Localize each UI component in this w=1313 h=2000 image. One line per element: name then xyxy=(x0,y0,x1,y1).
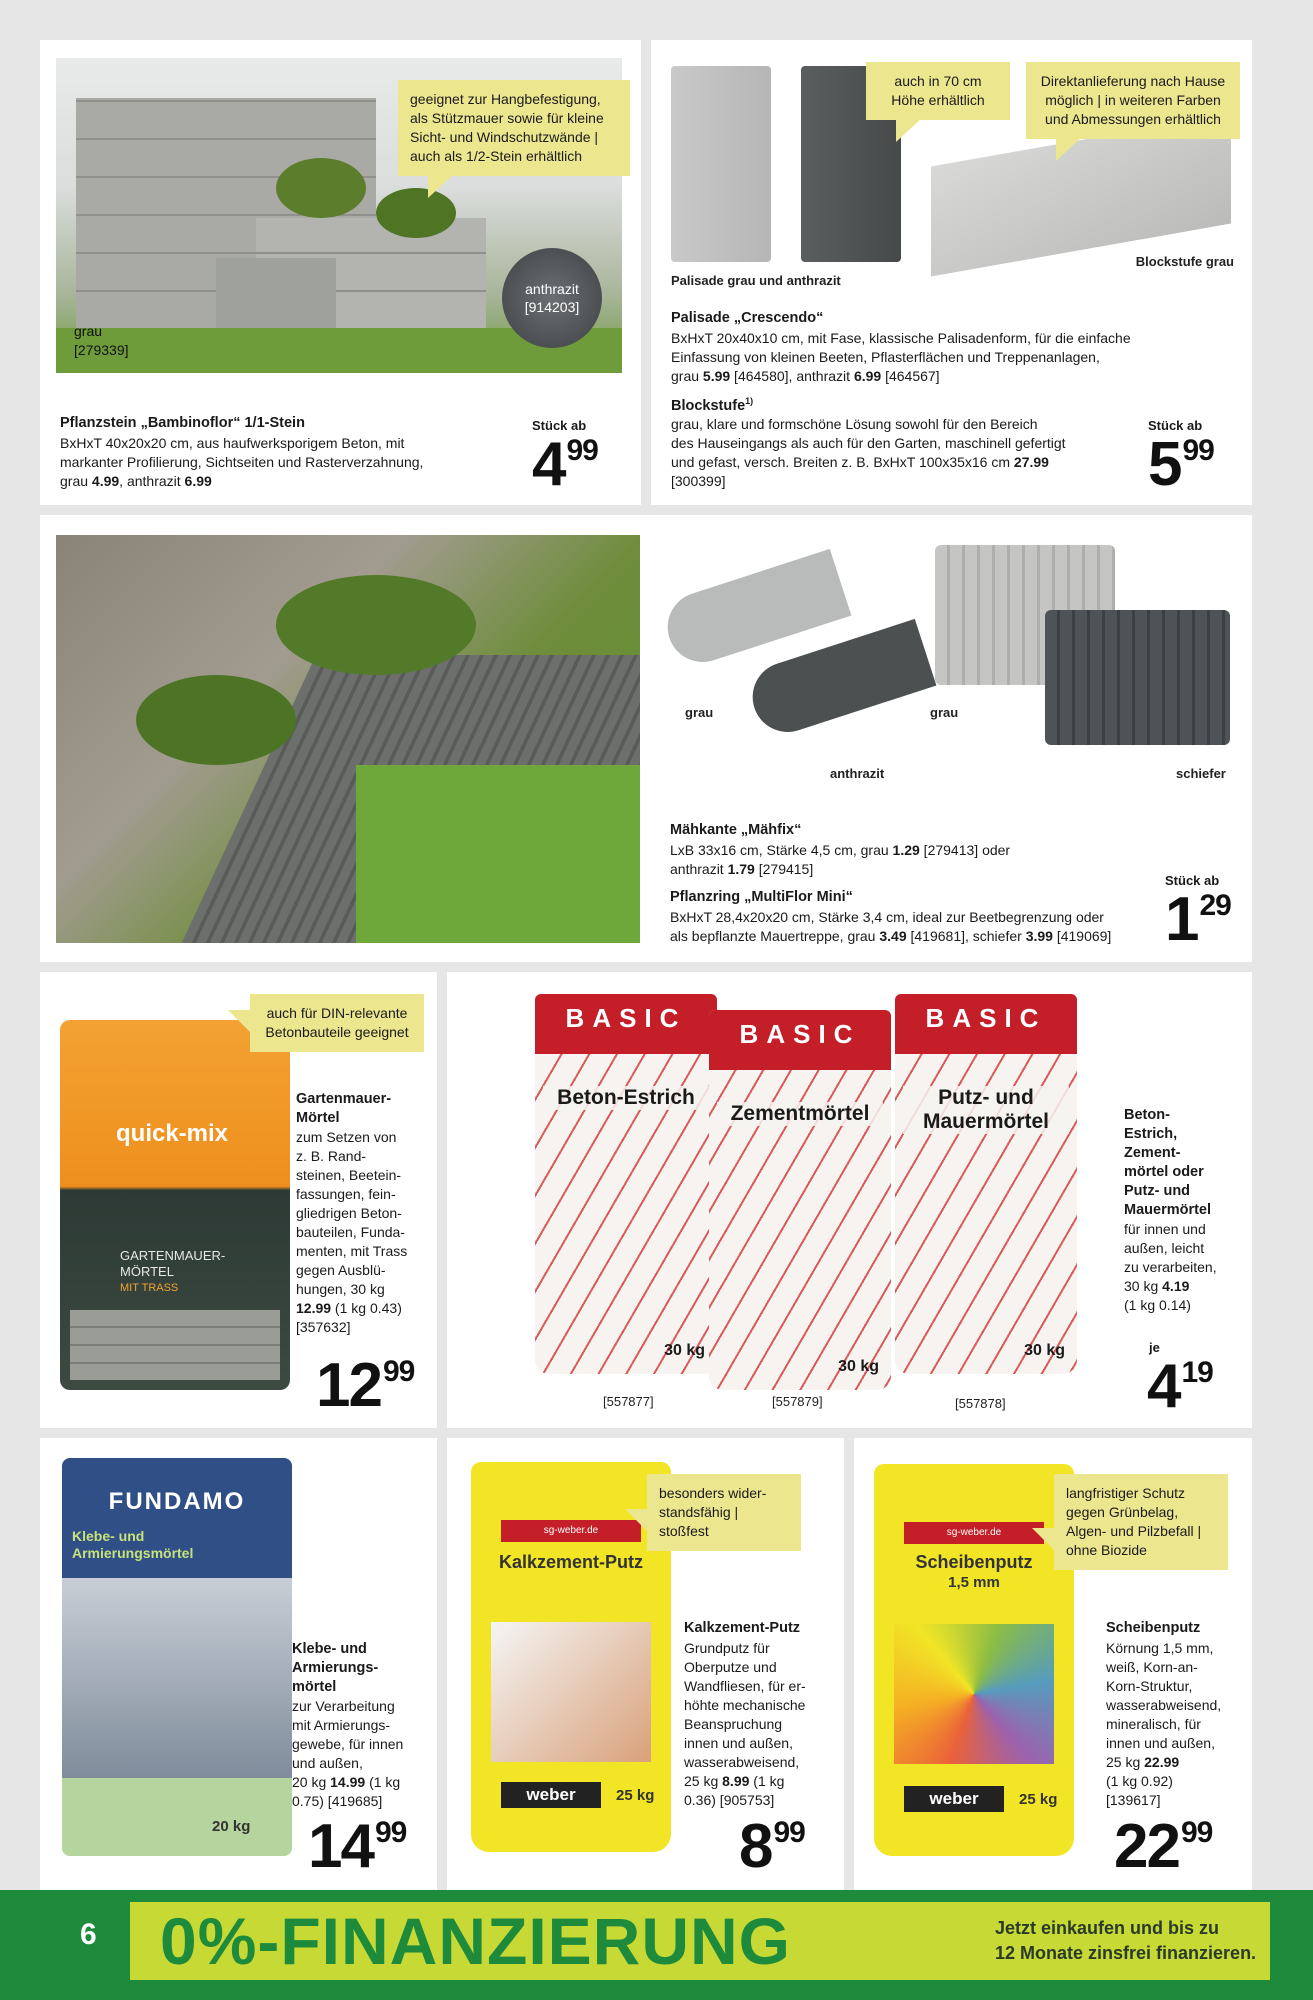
anthrazit-article: [914203] xyxy=(524,299,580,315)
anthrazit-swatch xyxy=(502,248,602,348)
bag-name: Klebe- und Armierungsmörtel xyxy=(72,1528,194,1561)
basic-bag-putz-mauermoertel: BASIC Putz- und Mauermörtel 30 kg xyxy=(895,994,1077,1374)
pflanzring-title: Pflanzring „MultiFlor Mini“ xyxy=(670,889,853,905)
product-title: Gartenmauer- Mörtel xyxy=(296,1091,392,1126)
palisade-label: Palisade grau und anthrazit xyxy=(671,273,841,288)
bag-weight: 25 kg xyxy=(616,1787,655,1804)
anthrazit-label: anthrazit xyxy=(525,281,579,297)
pflanzring-description: BxHxT 28,4x20x20 cm, Stärke 3,4 cm, ideal zur Beetbegrenzung oder als bepflanzte Mauertreppe, grau 3.49 [419681], schiefer 3.99 [419069] xyxy=(670,909,1112,944)
product-panel-kalkzementputz xyxy=(447,1438,844,1890)
price: 899 xyxy=(739,1812,805,1881)
product-title: Kalkzement-Putz xyxy=(684,1620,801,1636)
info-bubble-delivery: Direktanlieferung nach Hause möglich | in weiteren Farben und Abmessungen erhältlich xyxy=(1026,62,1240,139)
product-panel-scheibenputz xyxy=(854,1438,1252,1890)
blockstufe-title: Blockstufe$^{1)}$ xyxy=(671,396,754,414)
bag-logo: weber xyxy=(904,1786,1004,1812)
basic-bag-beton-estrich: BASIC Beton-Estrich 30 kg xyxy=(535,994,717,1374)
palisade-title: Palisade „Crescendo“ xyxy=(671,310,824,326)
product-title: Pflanzstein „Bambinoflor“ 1/1-Stein xyxy=(60,415,305,431)
product-panel-klebemoertel xyxy=(40,1438,437,1890)
product-description: zum Setzen von z. B. Rand- steinen, Beetein- fassungen, fein- gliedrigen Beton- bauteilen, Funda- menten, mit Trass gegen Ausblü- hungen, 30 kg 12.99 (1 kg 0.43) [357632] xyxy=(296,1129,408,1335)
unit-label: je xyxy=(1149,1340,1160,1355)
fundamo-bag xyxy=(62,1458,292,1856)
bag-top: sg-weber.de xyxy=(501,1520,641,1542)
product-panel-maehkante xyxy=(40,515,1252,962)
palisade-grau-image xyxy=(671,66,771,262)
price: 1499 xyxy=(308,1812,407,1881)
bag-name: Scheibenputz xyxy=(915,1552,1033,1572)
quickmix-bag xyxy=(60,1020,290,1390)
product-description: Körnung 1,5 mm, weiß, Korn-an- Korn-Struktur, wasserabweisend, mineralisch, für innen und außen, 25 kg 22.99 (1 kg 0.92) [139617] xyxy=(1106,1640,1222,1808)
unit-label: Stück ab xyxy=(532,418,587,433)
maehkante-title: Mähkante „Mähfix“ xyxy=(670,822,802,838)
product-panel-pflanzstein xyxy=(40,40,641,505)
price: 1299 xyxy=(316,1351,415,1420)
article-number-2: [557879] xyxy=(772,1394,823,1409)
blockstufe-label: Blockstufe grau xyxy=(1135,254,1234,269)
info-bubble: geeignet zur Hangbefestigung, als Stützmauer sowie für kleine Sicht- und Windschutzwände | auch als 1/2-Stein erhältlich xyxy=(398,80,630,176)
price: 129 xyxy=(1165,885,1231,954)
product-title: Scheibenputz xyxy=(1106,1620,1201,1636)
palisade-description: BxHxT 20x40x10 cm, mit Fase, klassische Palisadenform, für die einfache Einfassung von kleinen Beeten, Pflasterflächen und Treppenanlagen, grau 5.99 [464580], anthrazit 6.99 [464567] xyxy=(671,330,1131,384)
bag-weight: 25 kg xyxy=(1019,1791,1058,1808)
weber-bag-scheibenputz xyxy=(874,1464,1074,1856)
bag-brand: quick-mix xyxy=(116,1120,229,1147)
pflanzring-schiefer-image xyxy=(1045,610,1230,745)
blockstufe-description: grau, klare und formschöne Lösung sowohl für den Bereich des Hauseingangs als auch für den Garten, maschinell gefertigt und gefast, versch. Breiten z. B. BxHxT 100x35x16 cm 27.99 [300399] xyxy=(671,416,1066,489)
basic-bag-zementmoertel: BASIC Zementmörtel 30 kg xyxy=(709,1010,891,1390)
price: 599 xyxy=(1148,430,1214,499)
product-panel-palisade xyxy=(651,40,1252,505)
bag-logo: weber xyxy=(501,1782,601,1808)
article-number-3: [557878] xyxy=(955,1396,1006,1411)
financing-footer xyxy=(0,1890,1313,2000)
product-panel-basic-moertel xyxy=(447,972,1252,1428)
unit-label: Stück ab xyxy=(1165,873,1220,888)
price: 499 xyxy=(532,430,598,499)
price: 419 xyxy=(1147,1352,1213,1421)
product-description: zur Verarbeitung mit Armierungs- gewebe, für innen und außen, 20 kg 14.99 (1 kg 0.75) [419685] xyxy=(292,1698,404,1809)
bag-name: Kalkzement-Putz xyxy=(498,1552,644,1572)
price: 2299 xyxy=(1114,1812,1213,1881)
page-number: 6 xyxy=(80,1918,97,1951)
info-bubble: auch für DIN-relevante Betonbauteile geeignet xyxy=(250,994,424,1052)
info-bubble-height: auch in 70 cm Höhe erhältlich xyxy=(866,62,1010,120)
product-title: Klebe- und Armierungs- mörtel xyxy=(292,1641,379,1695)
label-anthrazit: anthrazit xyxy=(830,766,885,781)
label-grau-2: grau xyxy=(930,705,959,720)
label-schiefer: schiefer xyxy=(1176,766,1226,781)
financing-text: Jetzt einkaufen und bis zu 12 Monate zinsfrei finanzieren. xyxy=(995,1918,1257,1963)
grau-label: grau [279339] xyxy=(74,323,129,358)
maehkante-photo xyxy=(56,535,640,943)
bag-top: sg-weber.de xyxy=(904,1522,1044,1544)
unit-label: Stück ab xyxy=(1148,418,1203,433)
product-description: für innen und außen, leicht zu verarbeiten, 30 kg 4.19 (1 kg 0.14) xyxy=(1124,1221,1217,1313)
label-grau-1: grau xyxy=(685,705,714,720)
maehkante-description: LxB 33x16 cm, Stärke 4,5 cm, grau 1.29 [279413] oder anthrazit 1.79 [279415] xyxy=(670,842,1011,877)
bag-brand: FUNDAMO xyxy=(108,1488,246,1515)
product-title: Beton- Estrich, Zement- mörtel oder Putz- und Mauermörtel xyxy=(1124,1107,1212,1218)
article-number-1: [557877] xyxy=(603,1394,654,1409)
bag-subtitle: 1,5 mm xyxy=(948,1574,1000,1591)
bag-name: GARTENMAUER- MÖRTEL MIT TRASS xyxy=(120,1248,226,1294)
product-panel-gartenmauermoertel xyxy=(40,972,437,1428)
product-description: Grundputz für Oberputze und Wandfliesen, für er- höhte mechanische Beanspruchung innen und außen, wasserabweisend, 25 kg 8.99 (1 kg 0.36) [905753] xyxy=(684,1640,806,1808)
info-bubble: langfristiger Schutz gegen Grünbelag, Algen- und Pilzbefall | ohne Biozide xyxy=(1054,1474,1228,1570)
info-bubble: besonders wider- standsfähig | stoßfest xyxy=(647,1474,801,1551)
financing-headline: 0%-FINANZIERUNG xyxy=(160,1904,792,1978)
bag-weight: 20 kg xyxy=(212,1818,251,1835)
product-description: BxHxT 40x20x20 cm, aus haufwerksporigem Beton, mit markanter Profilierung, Sichtseiten und Rasterverzahnung, grau 4.99, anthrazit 6.99 xyxy=(60,435,424,489)
